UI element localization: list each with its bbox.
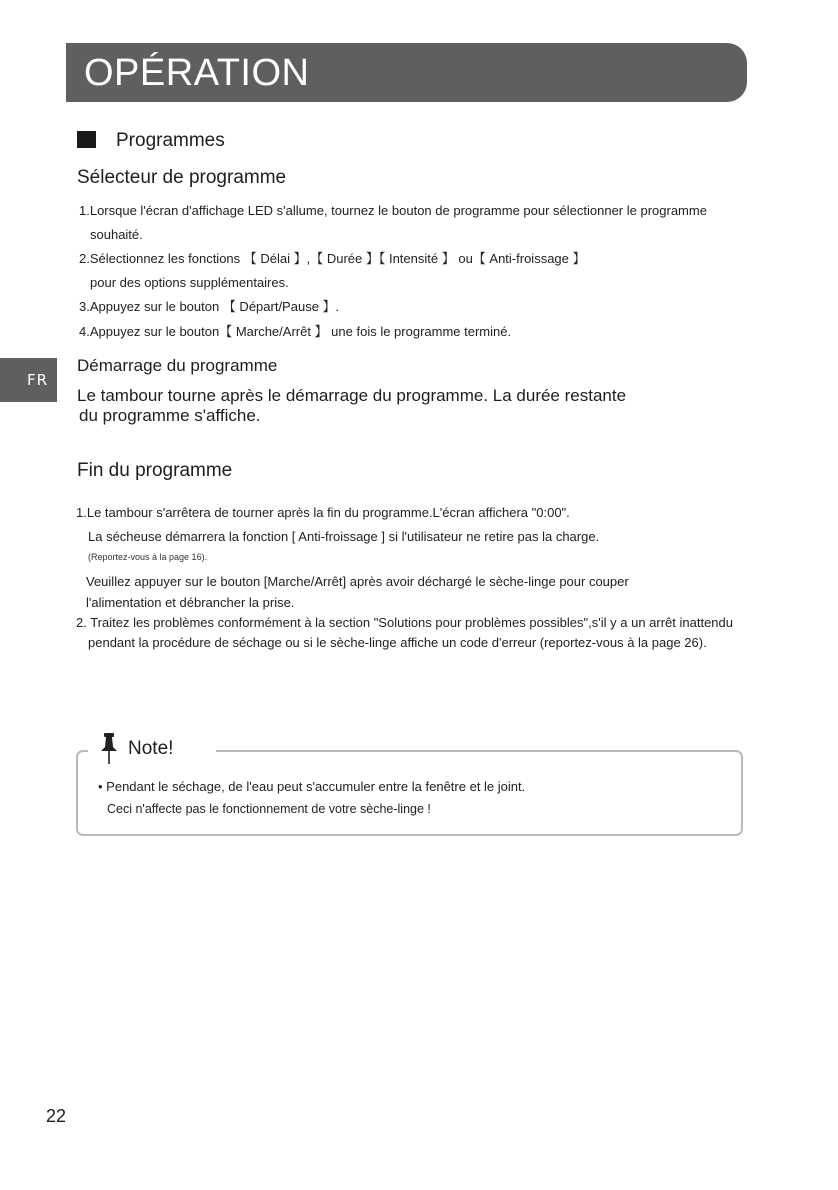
section-square-icon: [77, 131, 96, 148]
selector-line-3: 3.Appuyez sur le bouton 【 Départ/Pause 】.: [79, 299, 340, 314]
end-line-3: Veuillez appuyer sur le bouton [Marche/Arrêt] après avoir déchargé le sèche-linge pour couper: [86, 574, 629, 589]
selector-line-2: 2.Sélectionnez les fonctions 【 Délai 】,【 Durée 】【 Intensité 】 ou【 Anti-froissage 】: [79, 251, 586, 266]
note-line-1: • Pendant le séchage, de l'eau peut s'accumuler entre la fenêtre et le joint.: [98, 779, 526, 794]
end-line-1: 1.Le tambour s'arrêtera de tourner après la fin du programme.L'écran affichera "0:00".: [76, 505, 570, 520]
end-line-ref: (Reportez-vous à la page 16).: [88, 552, 208, 562]
note-line-2: Ceci n'affecte pas le fonctionnement de votre sèche-linge !: [107, 802, 431, 816]
end-line-2: La sécheuse démarrera la fonction [ Anti-froissage ] si l'utilisateur ne retire pas la charge.: [88, 529, 600, 544]
page-number: 22: [46, 1106, 67, 1126]
selector-line-1: 1.Lorsque l'écran d'affichage LED s'allume, tournez le bouton de programme pour sélectionner le programme: [79, 203, 707, 218]
start-heading: Démarrage du programme: [77, 356, 278, 375]
section-title: Programmes: [116, 130, 225, 151]
selector-line-4: 4.Appuyez sur le bouton【 Marche/Arrêt 】 une fois le programme terminé.: [79, 324, 512, 339]
note-title: Note!: [128, 738, 174, 759]
end-line-5: 2. Traitez les problèmes conformément à la section "Solutions pour problèmes possibles",s'il y a un arrêt inattendu: [76, 615, 733, 630]
pushpin-icon: [99, 732, 119, 766]
selector-heading: Sélecteur de programme: [77, 167, 287, 188]
page-title: OPÉRATION: [84, 52, 310, 94]
start-line-1: Le tambour tourne après le démarrage du programme. La durée restante: [77, 386, 627, 405]
end-line-6: pendant la procédure de séchage ou si le sèche-linge affiche un code d'erreur (reportez-vous à la page 26).: [88, 635, 707, 650]
start-line-2: du programme s'affiche.: [79, 406, 261, 425]
end-heading: Fin du programme: [77, 460, 233, 481]
end-line-4: l'alimentation et débrancher la prise.: [86, 595, 295, 610]
selector-line-2b: pour des options supplémentaires.: [90, 275, 289, 290]
language-tab: FR: [0, 358, 57, 402]
selector-line-1b: souhaité.: [90, 227, 143, 242]
